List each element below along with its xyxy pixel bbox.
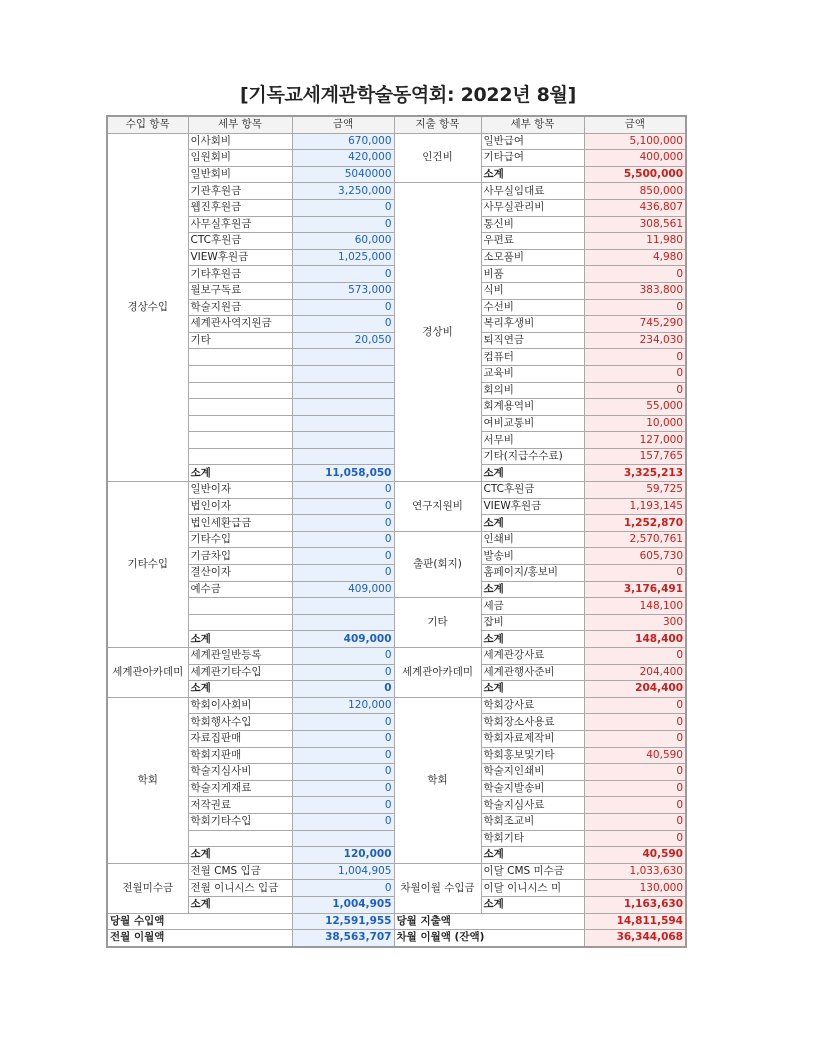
expense-detail-cell: 이달 CMS 미수금 <box>481 863 584 880</box>
income-amount-cell: 120,000 <box>292 697 394 714</box>
income-detail-cell: 학술지심사비 <box>188 764 292 781</box>
expense-detail-cell: 학술지인쇄비 <box>481 764 584 781</box>
income-amount-cell: 0 <box>292 316 394 333</box>
income-detail-cell: 학회행사수입 <box>188 714 292 731</box>
income-amount-cell: 1,004,905 <box>292 896 394 913</box>
income-amount-cell: 420,000 <box>292 150 394 167</box>
expense-category-carryover: 차월이월 수입금 <box>394 863 481 913</box>
expense-amount-cell: 0 <box>584 714 686 731</box>
income-detail-cell: 법인세환급금 <box>188 515 292 532</box>
expense-detail-cell: 소계 <box>481 847 584 864</box>
header-income-detail: 세부 항목 <box>188 116 292 133</box>
header-expense-detail: 세부 항목 <box>481 116 584 133</box>
income-detail-cell <box>188 614 292 631</box>
expense-amount-cell: 10,000 <box>584 415 686 432</box>
income-amount-cell: 670,000 <box>292 133 394 150</box>
income-amount-cell <box>292 614 394 631</box>
table-row <box>107 863 686 880</box>
expense-detail-cell: 홈페이지/홍보비 <box>481 565 584 582</box>
expense-detail-cell: 학회조교비 <box>481 813 584 830</box>
income-detail-cell <box>188 382 292 399</box>
total-income-value: 38,563,707 <box>292 930 394 947</box>
income-amount-cell: 0 <box>292 764 394 781</box>
expense-amount-cell: 3,176,491 <box>584 581 686 598</box>
income-amount-cell: 0 <box>292 813 394 830</box>
income-detail-cell: 전월 이니시스 입금 <box>188 880 292 897</box>
table-row <box>107 133 686 150</box>
expense-detail-cell: 사무실관리비 <box>481 199 584 216</box>
expense-detail-cell: 이달 이니시스 미 <box>481 880 584 897</box>
expense-amount-cell: 59,725 <box>584 482 686 499</box>
income-amount-cell: 0 <box>292 531 394 548</box>
income-detail-cell <box>188 448 292 465</box>
expense-detail-cell: VIEW후원금 <box>481 498 584 515</box>
income-amount-cell <box>292 382 394 399</box>
expense-amount-cell: 300 <box>584 614 686 631</box>
expense-detail-cell: 소계 <box>481 631 584 648</box>
expense-amount-cell: 55,000 <box>584 399 686 416</box>
expense-amount-cell: 0 <box>584 349 686 366</box>
expense-detail-cell: 학회자료제작비 <box>481 730 584 747</box>
header-income-amount: 금액 <box>292 116 394 133</box>
income-amount-cell: 0 <box>292 548 394 565</box>
income-detail-cell <box>188 365 292 382</box>
income-amount-cell: 120,000 <box>292 847 394 864</box>
income-detail-cell: 기타후원금 <box>188 266 292 283</box>
income-detail-cell: 저작권료 <box>188 797 292 814</box>
income-amount-cell: 0 <box>292 714 394 731</box>
income-category-carryover: 전월미수금 <box>107 863 188 913</box>
expense-detail-cell: 학술지심사료 <box>481 797 584 814</box>
ledger-table <box>106 115 687 948</box>
expense-detail-cell: 세계관행사준비 <box>481 664 584 681</box>
income-amount-cell: 409,000 <box>292 581 394 598</box>
expense-amount-cell: 0 <box>584 697 686 714</box>
table-row <box>107 697 686 714</box>
expense-amount-cell: 2,570,761 <box>584 531 686 548</box>
income-detail-cell: 월보구독료 <box>188 282 292 299</box>
expense-amount-cell: 11,980 <box>584 233 686 250</box>
table-row <box>107 482 686 499</box>
table-row <box>107 598 686 615</box>
income-detail-cell: 학회이사회비 <box>188 697 292 714</box>
expense-detail-cell: 학회기타 <box>481 830 584 847</box>
expense-amount-cell: 0 <box>584 382 686 399</box>
income-detail-cell: 임원회비 <box>188 150 292 167</box>
income-detail-cell: VIEW후원금 <box>188 249 292 266</box>
expense-amount-cell: 0 <box>584 830 686 847</box>
income-detail-cell: 학회기타수입 <box>188 813 292 830</box>
expense-amount-cell: 0 <box>584 565 686 582</box>
expense-detail-cell: 사무실임대료 <box>481 183 584 200</box>
income-detail-cell: 법인이자 <box>188 498 292 515</box>
income-amount-cell: 0 <box>292 880 394 897</box>
income-amount-cell <box>292 448 394 465</box>
expense-amount-cell: 3,325,213 <box>584 465 686 482</box>
expense-category-society: 학회 <box>394 697 481 863</box>
income-amount-cell: 0 <box>292 482 394 499</box>
income-detail-cell: 결산이자 <box>188 565 292 582</box>
table-row <box>107 648 686 665</box>
income-detail-cell: 소계 <box>188 847 292 864</box>
income-detail-cell: 소계 <box>188 896 292 913</box>
income-category-regular: 경상수입 <box>107 133 188 481</box>
income-detail-cell: 기타수입 <box>188 531 292 548</box>
income-amount-cell: 0 <box>292 730 394 747</box>
income-amount-cell: 1,004,905 <box>292 863 394 880</box>
expense-detail-cell: 학술지발송비 <box>481 780 584 797</box>
income-amount-cell: 11,058,050 <box>292 465 394 482</box>
income-amount-cell <box>292 432 394 449</box>
total-expense-label: 당월 지출액 <box>394 913 584 930</box>
expense-detail-cell: CTC후원금 <box>481 482 584 499</box>
income-detail-cell: 기타 <box>188 332 292 349</box>
expense-detail-cell: 식비 <box>481 282 584 299</box>
income-amount-cell: 0 <box>292 216 394 233</box>
income-amount-cell: 0 <box>292 565 394 582</box>
income-detail-cell: 자료집판매 <box>188 730 292 747</box>
expense-amount-cell: 745,290 <box>584 316 686 333</box>
expense-amount-cell: 0 <box>584 797 686 814</box>
income-detail-cell: 전월 CMS 입금 <box>188 863 292 880</box>
income-amount-cell: 409,000 <box>292 631 394 648</box>
income-amount-cell <box>292 598 394 615</box>
income-detail-cell: 일반회비 <box>188 166 292 183</box>
expense-amount-cell: 1,033,630 <box>584 863 686 880</box>
ledger-totals <box>107 913 686 947</box>
expense-category-publishing: 출판(회지) <box>394 531 481 597</box>
expense-amount-cell: 204,400 <box>584 664 686 681</box>
expense-detail-cell: 교육비 <box>481 365 584 382</box>
total-income-label: 당월 수입액 <box>107 913 292 930</box>
income-amount-cell: 0 <box>292 780 394 797</box>
expense-amount-cell: 1,252,870 <box>584 515 686 532</box>
expense-detail-cell: 비품 <box>481 266 584 283</box>
income-category-other: 기타수입 <box>107 482 188 648</box>
page-title: [기독교세계관학술동역회: 2022년 8월] <box>240 84 576 106</box>
income-amount-cell: 5040000 <box>292 166 394 183</box>
expense-detail-cell: 소계 <box>481 581 584 598</box>
income-amount-cell: 0 <box>292 681 394 698</box>
expense-category-research: 연구지원비 <box>394 482 481 532</box>
income-amount-cell: 0 <box>292 797 394 814</box>
income-amount-cell <box>292 349 394 366</box>
header-expense-category: 지출 항목 <box>394 116 481 133</box>
income-detail-cell: 세계관기타수입 <box>188 664 292 681</box>
header-income-category: 수입 항목 <box>107 116 188 133</box>
income-amount-cell: 0 <box>292 299 394 316</box>
expense-detail-cell: 우편료 <box>481 233 584 250</box>
expense-amount-cell: 0 <box>584 780 686 797</box>
income-detail-cell: 웹진후원금 <box>188 199 292 216</box>
income-detail-cell: 소계 <box>188 681 292 698</box>
total-expense-label: 차월 이월액 (잔액) <box>394 930 584 947</box>
expense-detail-cell: 수선비 <box>481 299 584 316</box>
income-detail-cell <box>188 830 292 847</box>
income-detail-cell <box>188 432 292 449</box>
income-detail-cell: 이사회비 <box>188 133 292 150</box>
expense-detail-cell: 회계용역비 <box>481 399 584 416</box>
expense-detail-cell: 학회강사료 <box>481 697 584 714</box>
income-amount-cell: 20,050 <box>292 332 394 349</box>
income-amount-cell: 573,000 <box>292 282 394 299</box>
expense-detail-cell: 퇴직연금 <box>481 332 584 349</box>
income-detail-cell: 사무실후원금 <box>188 216 292 233</box>
income-detail-cell: 기관후원금 <box>188 183 292 200</box>
expense-amount-cell: 850,000 <box>584 183 686 200</box>
expense-amount-cell: 0 <box>584 764 686 781</box>
income-detail-cell <box>188 349 292 366</box>
expense-amount-cell: 0 <box>584 365 686 382</box>
expense-detail-cell: 세계관강사료 <box>481 648 584 665</box>
expense-detail-cell: 잡비 <box>481 614 584 631</box>
income-amount-cell <box>292 415 394 432</box>
income-detail-cell: CTC후원금 <box>188 233 292 250</box>
income-detail-cell: 세계관일반등록 <box>188 648 292 665</box>
income-detail-cell: 학술지원금 <box>188 299 292 316</box>
total-income-label: 전월 이월액 <box>107 930 292 947</box>
expense-detail-cell: 소계 <box>481 465 584 482</box>
expense-amount-cell: 308,561 <box>584 216 686 233</box>
expense-category-other: 기타 <box>394 598 481 648</box>
expense-amount-cell: 127,000 <box>584 432 686 449</box>
income-amount-cell: 60,000 <box>292 233 394 250</box>
total-income-value: 12,591,955 <box>292 913 394 930</box>
income-amount-cell: 0 <box>292 515 394 532</box>
expense-detail-cell: 소모품비 <box>481 249 584 266</box>
income-detail-cell: 일반이자 <box>188 482 292 499</box>
expense-amount-cell: 0 <box>584 730 686 747</box>
income-detail-cell: 기금차입 <box>188 548 292 565</box>
expense-detail-cell: 세금 <box>481 598 584 615</box>
expense-detail-cell: 인쇄비 <box>481 531 584 548</box>
expense-amount-cell: 0 <box>584 648 686 665</box>
expense-category-academy: 세계관아카데미 <box>394 648 481 698</box>
expense-amount-cell: 400,000 <box>584 150 686 167</box>
expense-detail-cell: 소계 <box>481 896 584 913</box>
expense-detail-cell: 학회홍보및기타 <box>481 747 584 764</box>
income-amount-cell <box>292 399 394 416</box>
expense-amount-cell: 436,807 <box>584 199 686 216</box>
income-detail-cell: 학술지게재료 <box>188 780 292 797</box>
expense-detail-cell: 서무비 <box>481 432 584 449</box>
income-detail-cell <box>188 399 292 416</box>
income-amount-cell <box>292 830 394 847</box>
income-amount-cell: 0 <box>292 266 394 283</box>
income-amount-cell: 0 <box>292 747 394 764</box>
expense-category-personnel: 인건비 <box>394 133 481 183</box>
ledger-body <box>107 133 686 913</box>
expense-amount-cell: 383,800 <box>584 282 686 299</box>
expense-detail-cell: 발송비 <box>481 548 584 565</box>
income-amount-cell: 0 <box>292 664 394 681</box>
income-detail-cell: 세계관사역지원금 <box>188 316 292 333</box>
income-category-society: 학회 <box>107 697 188 863</box>
income-amount-cell: 1,025,000 <box>292 249 394 266</box>
expense-amount-cell: 0 <box>584 266 686 283</box>
table-row <box>107 183 686 200</box>
expense-amount-cell: 1,163,630 <box>584 896 686 913</box>
expense-detail-cell: 통신비 <box>481 216 584 233</box>
expense-detail-cell: 기타(지급수수료) <box>481 448 584 465</box>
header-row <box>107 116 686 133</box>
expense-detail-cell: 여비교통비 <box>481 415 584 432</box>
table-row <box>107 531 686 548</box>
expense-detail-cell: 기타급여 <box>481 150 584 167</box>
income-amount-cell: 3,250,000 <box>292 183 394 200</box>
expense-amount-cell: 204,400 <box>584 681 686 698</box>
total-expense-value: 36,344,068 <box>584 930 686 947</box>
expense-amount-cell: 5,100,000 <box>584 133 686 150</box>
total-expense-value: 14,811,594 <box>584 913 686 930</box>
expense-amount-cell: 0 <box>584 813 686 830</box>
expense-amount-cell: 130,000 <box>584 880 686 897</box>
expense-amount-cell: 234,030 <box>584 332 686 349</box>
expense-detail-cell: 복리후생비 <box>481 316 584 333</box>
income-amount-cell: 0 <box>292 498 394 515</box>
totals-row <box>107 913 686 930</box>
totals-row <box>107 930 686 947</box>
expense-detail-cell: 소계 <box>481 166 584 183</box>
expense-detail-cell: 소계 <box>481 515 584 532</box>
income-category-academy: 세계관아카데미 <box>107 648 188 698</box>
expense-detail-cell: 학회장소사용료 <box>481 714 584 731</box>
income-detail-cell: 소계 <box>188 465 292 482</box>
expense-amount-cell: 40,590 <box>584 847 686 864</box>
expense-amount-cell: 1,193,145 <box>584 498 686 515</box>
expense-amount-cell: 0 <box>584 299 686 316</box>
header-expense-amount: 금액 <box>584 116 686 133</box>
income-detail-cell: 학회지판매 <box>188 747 292 764</box>
income-amount-cell <box>292 365 394 382</box>
expense-detail-cell: 일반급여 <box>481 133 584 150</box>
expense-amount-cell: 148,400 <box>584 631 686 648</box>
expense-amount-cell: 148,100 <box>584 598 686 615</box>
income-detail-cell: 예수금 <box>188 581 292 598</box>
expense-category-operating: 경상비 <box>394 183 481 482</box>
expense-detail-cell: 소계 <box>481 681 584 698</box>
income-amount-cell: 0 <box>292 199 394 216</box>
income-detail-cell <box>188 415 292 432</box>
expense-amount-cell: 605,730 <box>584 548 686 565</box>
expense-amount-cell: 40,590 <box>584 747 686 764</box>
expense-amount-cell: 4,980 <box>584 249 686 266</box>
expense-detail-cell: 회의비 <box>481 382 584 399</box>
expense-detail-cell: 컴퓨터 <box>481 349 584 366</box>
income-detail-cell <box>188 598 292 615</box>
income-detail-cell: 소계 <box>188 631 292 648</box>
income-amount-cell: 0 <box>292 648 394 665</box>
expense-amount-cell: 5,500,000 <box>584 166 686 183</box>
expense-amount-cell: 157,765 <box>584 448 686 465</box>
